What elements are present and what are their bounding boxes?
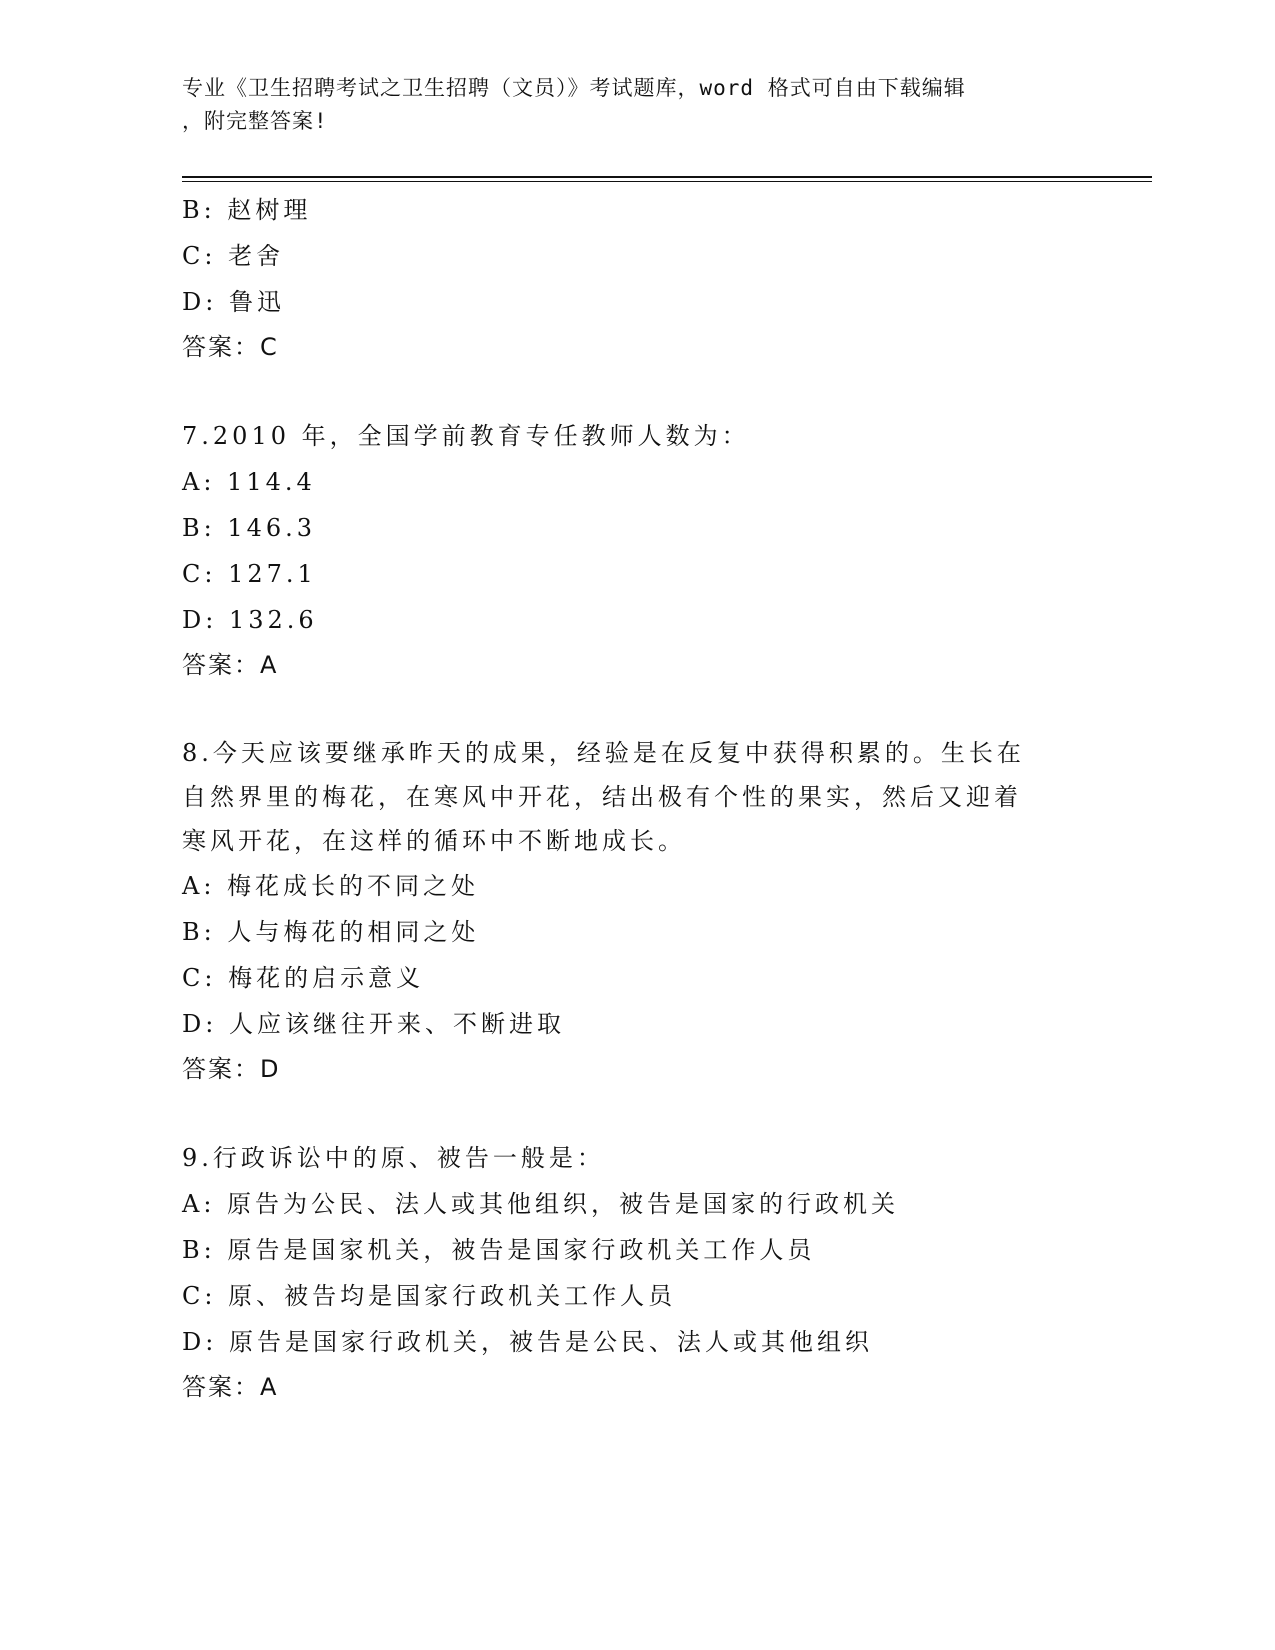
- q9-option-a: A: 原告为公民、法人或其他组织，被告是国家的行政机关: [182, 1190, 900, 1218]
- q6-option-c: C: 老舍: [182, 242, 285, 270]
- q8-option-d: D: 人应该继往开来、不断进取: [182, 1010, 565, 1038]
- q7-stem: 7.2010 年，全国学前教育专任教师人数为：: [182, 422, 750, 450]
- header-rule-thick: [182, 176, 1152, 178]
- q8-option-b: B: 人与梅花的相同之处: [182, 918, 480, 946]
- q9-answer: 答案：A: [182, 1373, 279, 1401]
- spacer: [182, 1091, 1082, 1135]
- q9-option-b: B: 原告是国家机关，被告是国家行政机关工作人员: [182, 1236, 816, 1264]
- header-line-2: ，附完整答案!: [182, 109, 328, 133]
- q7-option-c: C: 127.1: [182, 560, 317, 588]
- q7-option-b: B: 146.3: [182, 514, 317, 542]
- header-rule-thin: [182, 181, 1152, 182]
- question-list: [182, 187, 1082, 1409]
- spacer: [182, 687, 1082, 731]
- question-7: [182, 413, 1082, 687]
- q8-stem-line-3: 寒风开花，在这样的循环中不断地成长。: [182, 827, 686, 855]
- question-9: [182, 1135, 1082, 1409]
- q9-stem: 9.行政诉讼中的原、被告一般是：: [182, 1144, 605, 1172]
- question-8: [182, 731, 1082, 1091]
- q8-stem-line-1: 8.今天应该要继承昨天的成果，经验是在反复中获得积累的。生长在: [182, 739, 1025, 767]
- q6-answer: 答案：C: [182, 333, 279, 361]
- document-header: [182, 72, 1082, 138]
- q7-answer: 答案：A: [182, 651, 279, 679]
- question-6: [182, 187, 1082, 369]
- q7-option-a: A: 114.4: [182, 468, 316, 496]
- q9-option-d: D: 原告是国家行政机关，被告是公民、法人或其他组织: [182, 1328, 873, 1356]
- header-line-1: 专业《卫生招聘考试之卫生招聘（文员）》考试题库，word 格式可自由下载编辑: [182, 76, 966, 100]
- q6-option-d: D: 鲁迅: [182, 288, 285, 316]
- q8-stem-line-2: 自然界里的梅花，在寒风中开花，结出极有个性的果实，然后又迎着: [182, 783, 1022, 811]
- q8-answer: 答案：D: [182, 1055, 281, 1083]
- q6-option-b: B: 赵树理: [182, 196, 312, 224]
- q7-option-d: D: 132.6: [182, 606, 318, 634]
- q8-option-a: A: 梅花成长的不同之处: [182, 872, 480, 900]
- spacer: [182, 369, 1082, 413]
- q8-option-c: C: 梅花的启示意义: [182, 964, 425, 992]
- q9-option-c: C: 原、被告均是国家行政机关工作人员: [182, 1282, 677, 1310]
